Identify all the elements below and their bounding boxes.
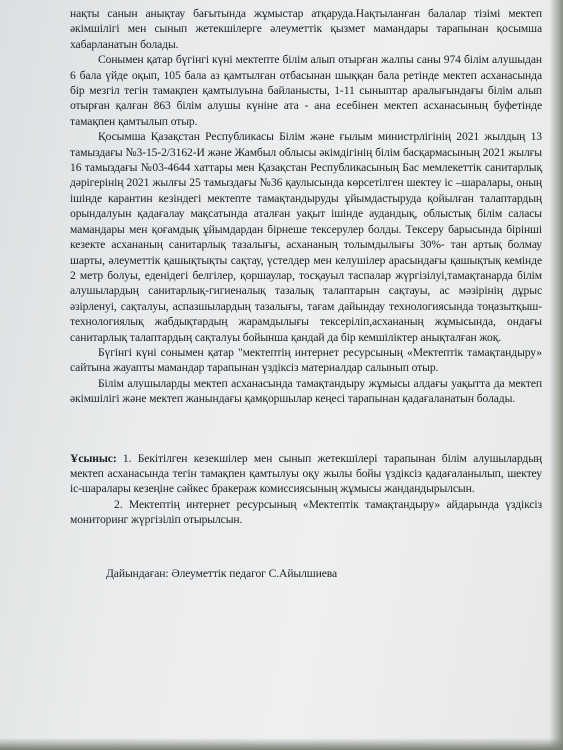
paragraph-inspections: Қосымша Қазақстан Республикасы Білім және ғылым министрлігінің 2021 жылдың 13 тамыздағы №3-15-2/3162-И және Жамбыл облысы әкімдігінің білім басқармасының 2021 жылғы 16 тамыздағы №03-4644 хаттары мен Қазақстан Республикасының Бас мемлекеттік санитарлық дәрігерінің 2021 жылғы 25 тамыздағы №36 қаулысында көрсетілген шектеу іс –шаралары, оның ішінде карантин кезіндегі мектепте тамақтандыруды ұйымдастыруда қойылған талаптардың орындалуын қадағалау мақсатында аталған уақыт ішінде аудандық, облыстық білім саласы мамандары мен қоғамдық ұйымдардан бірнеше тексерулер болды. Тексеру барысында бірінші кезекте асхананың санитарлық тазалығы, асхананың толымдылығы 30%- тан артық болмау шарты, әлеуметтік қашықтықты сақтау, үстелдер мен келушілер арасындағы қашықтық кемінде 2 метр болуы, еденідегі белгілер, қоршаулар, тосқауыл таспалар жүргізілуі,тамақтанарда білім алушылардың санитарлық-гигиеналық тазалық талаптарын сақтауы, ас мәзірінің дұрыс әзірленуі, сақталуы, аспазшылардың тазалығы, тағам дайындау технологиясында тоңазытқыш-технологиялық жабдықтардың жарамдылығы тексеріліп,асхананың жұмысында, ондағы санитарлық талаптардың сақталуы бойынша қандай да бір кемшіліктер анықталған жоқ. [70,130,542,344]
paragraph-students-count: Сонымен қатар бүгінгі күні мектепте білім алып отырған жалпы саны 974 білім алушыдан 6 бала үйде оқып, 105 бала аз қамтылған отбасынан шыққан бала ретінде мектеп асханасында бір мезгіл тегін тамақпен қамтылуына байланысты, 1-11 сыныптар аралығындағы білім алып отырған қалған 863 білім алушы күніне ата - ана есебінен мектеп асханасының буфетінде тамақпен қамтылып отыр. [70,53,542,128]
paragraph-intro: нақты санын анықтау бағытында жұмыстар атқаруда.Нақтыланған балалар тізімі мектеп әкімшілігі мен сынып жетекшілерге әлеуметтік қызмет мамандары тарапынан қосымша хабарланатын болады. [70,7,542,51]
proposal-2: 2. Мектептің интернет ресурсының «Мектептік тамақтандыру» айдарында үздіксіз мониторинг жүргізіліп отырылсын. [70,497,542,527]
spacer [70,528,542,566]
signature-line: Дайындаған: Әлеуметтік педагог С.Айылшиева [106,566,338,580]
page-bottom-shadow [0,738,563,750]
paragraph-supervision: Білім алушыларды мектеп асханасында тамақтандыру жұмысы алдағы уақытта да мектеп әкімшілігі және мектеп жанындағы қамқоршылар кеңесі тарапынан қадағаланатын болады. [70,376,542,406]
paragraph-website: Бүгінгі күні сонымен қатар "мектептің интернет ресурсының «Мектептік тамақтандыру» сайтына жауапты мамандар тарапынан үздіксіз материалдар салынып отыр. [70,345,542,375]
page-edge-shadow [549,0,563,750]
document-body [70,6,542,581]
spacer [70,407,542,451]
proposal-1 [70,451,542,497]
proposal-1-text: 1. Бекітілген кезекшілер мен сынып жетекшілері тарапынан білім алушылардың мектеп асханасында тегін тамақпен қамтылуы оқу жылы бойы үздіксіз қадағаланылып, шектеу іс-шаралары кезеңіне сәйкес бракераж комиссиясының жұмысы жандандырылсын. [70,451,542,496]
proposal-label: Ұсыныс: [70,451,117,465]
